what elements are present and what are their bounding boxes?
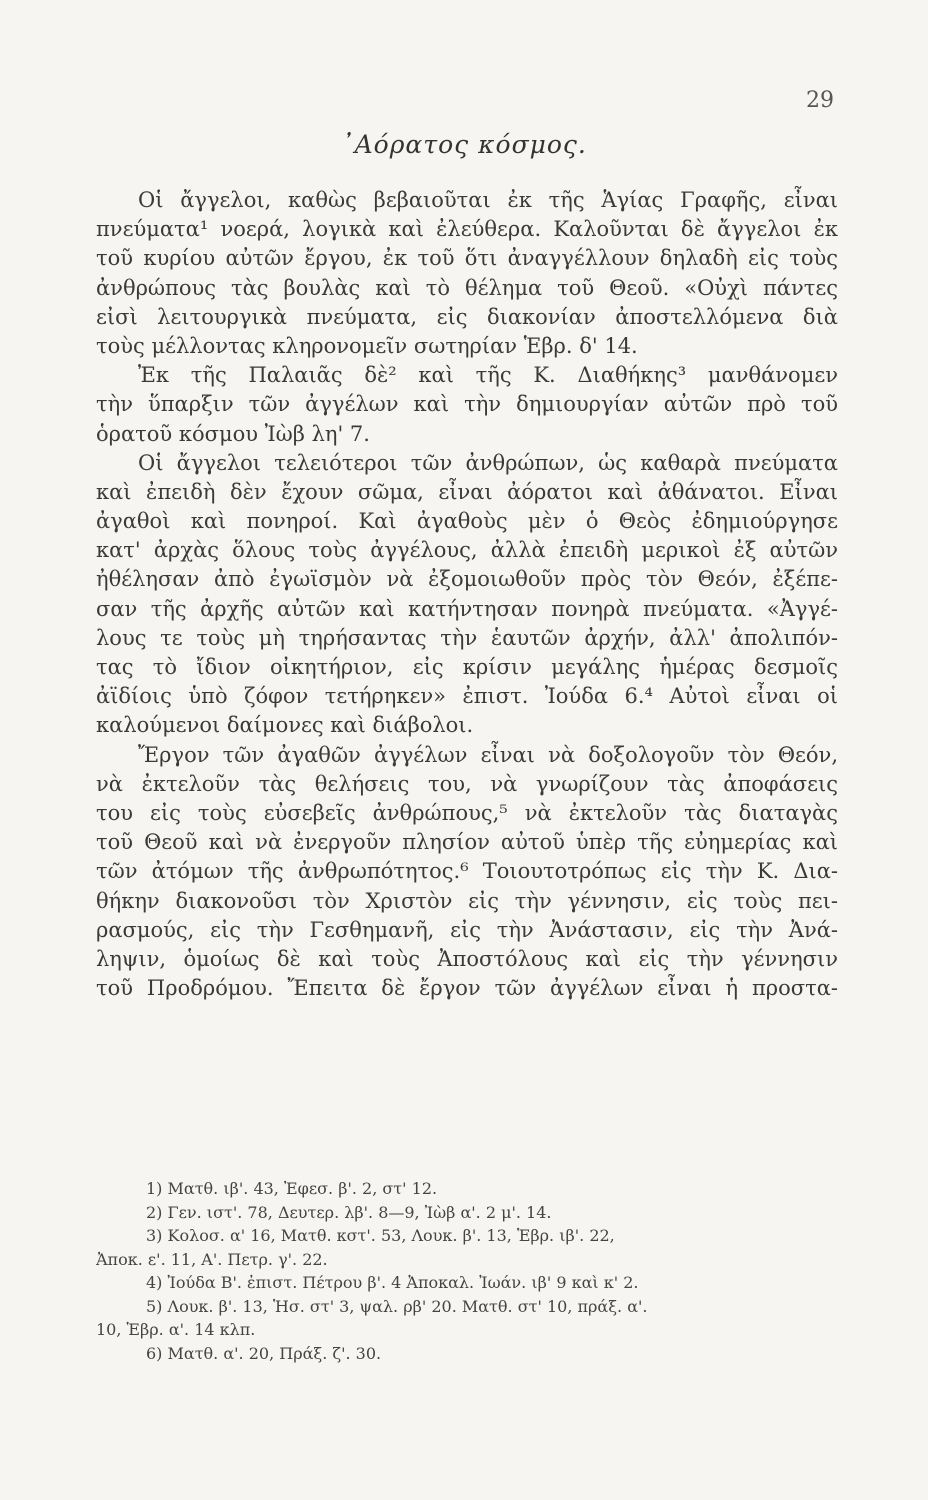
text-line: Ἐκ τῆς Παλαιᾶς δὲ² καὶ τῆς Κ. Διαθήκης³ μανθάνομεν: [138, 363, 838, 388]
footnote-continuation: 10, Ἑβρ. α'. 14 κλπ.: [96, 1320, 256, 1339]
text-line: του εἰς τοὺς εὐσεβεῖς ἀνθρώπους,⁵ νὰ ἐκτελοῦν τὰς διαταγὰς: [96, 800, 838, 825]
text-line: ληψιν, ὁμοίως δὲ καὶ τοὺς Ἀποστόλους καὶ εἰς τὴν γέννησιν: [96, 946, 838, 971]
footnote: 4) Ἰούδα Β'. ἐπιστ. Πέτρου β'. 4 Ἀποκαλ. Ἰωάν. ιβ' 9 καὶ κ' 2.: [146, 1273, 639, 1292]
text-line: πνεύματα¹ νοερά, λογικὰ καὶ ἐλεύθερα. Καλοῦνται δὲ ἄγγελοι ἐκ: [96, 217, 838, 242]
text-line: ρασμούς, εἰς τὴν Γεσθημανῆ, εἰς τὴν Ἀνάστασιν, εἰς τὴν Ἀνά-: [96, 917, 838, 942]
text-line: τοῦ Προδρόμου. Ἔπειτα δὲ ἔργον τῶν ἀγγέλων εἶναι ἡ προστα-: [96, 976, 838, 1001]
footnotes: [96, 1177, 838, 1365]
footnote: 5) Λουκ. β'. 13, Ἡσ. στ' 3, ψαλ. ρβ' 20. Ματθ. στ' 10, πράξ. α'.: [146, 1296, 648, 1316]
footnote: 1) Ματθ. ιβ'. 43, Ἐφεσ. β'. 2, στ' 12.: [146, 1179, 438, 1198]
page-number: 29: [806, 88, 834, 113]
text-line: Οἱ ἄγγελοι τελειότεροι τῶν ἀνθρώπων, ὡς καθαρὰ πνεύματα: [138, 450, 838, 475]
text-line: νὰ ἐκτελοῦν τὰς θελήσεις του, νὰ γνωρίζουν τὰς ἀποφάσεις: [96, 771, 838, 796]
text-line: σαν τῆς ἀρχῆς αὐτῶν καὶ κατήντησαν πονηρὰ πνεύματα. «Ἀγγέ-: [96, 596, 838, 621]
text-line: καλούμενοι δαίμονες καὶ διάβολοι.: [96, 713, 474, 738]
text-line: Ἔργον τῶν ἀγαθῶν ἀγγέλων εἶναι νὰ δοξολογοῦν τὸν Θεόν,: [138, 742, 838, 767]
text-line: τὴν ὕπαρξιν τῶν ἀγγέλων καὶ τὴν δημιουργίαν αὐτῶν πρὸ τοῦ: [96, 392, 838, 417]
text-line: ὁρατοῦ κόσμου Ἰὼβ λη' 7.: [96, 421, 370, 446]
text-line: ἀνθρώπους τὰς βουλὰς καὶ τὸ θέλημα τοῦ Θεοῦ. «Οὐχὶ πάντες: [96, 275, 838, 300]
text-line: τας τὸ ἴδιον οἰκητήριον, εἰς κρίσιν μεγάλης ἡμέρας δεσμοῖς: [96, 655, 838, 679]
text-line: τῶν ἀτόμων τῆς ἀνθρωπότητος.⁶ Τοιουτοτρόπως εἰς τὴν Κ. Δια-: [96, 859, 838, 884]
footnote: 6) Ματθ. α'. 20, Πράξ. ζ'. 30.: [146, 1343, 382, 1363]
text-line: λους τε τοὺς μὴ τηρήσαντας τὴν ἑαυτῶν ἀρχήν, ἀλλ' ἀπολιπόν-: [96, 625, 838, 650]
footnote: 3) Κολοσ. α' 16, Ματθ. κστ'. 53, Λουκ. β'. 13, Ἑβρ. ιβ'. 22,: [146, 1226, 615, 1245]
text-line: κατ' ἀρχὰς ὅλους τοὺς ἀγγέλους, ἀλλὰ ἐπειδὴ μερικοὶ ἐξ αὐτῶν: [96, 538, 838, 563]
text-line: τοὺς μέλλοντας κληρονομεῖν σωτηρίαν Ἑβρ. δ' 14.: [96, 333, 638, 358]
text-line: εἰσὶ λειτουργικὰ πνεύματα, εἰς διακονίαν ἀποστελλόμενα διὰ: [96, 304, 838, 329]
text-line: Οἱ ἄγγελοι, καθὼς βεβαιοῦται ἐκ τῆς Ἁγίας Γραφῆς, εἶναι: [138, 188, 838, 212]
chapter-title: ᾿Αόρατος κόσμος.: [341, 130, 587, 159]
text-line: ἀϊδίοις ὑπὸ ζόφον τετήρηκεν» ἐπιστ. Ἰούδα 6.⁴ Αὐτοὶ εἶναι οἱ: [96, 684, 838, 709]
footnote-continuation: Ἀποκ. ε'. 11, Α'. Πετρ. γ'. 22.: [96, 1249, 328, 1269]
text-line: ἀγαθοὶ καὶ πονηροί. Καὶ ἀγαθοὺς μὲν ὁ Θεὸς ἐδημιούργησε: [96, 509, 838, 534]
text-line: θήκην διακονοῦσι τὸν Χριστὸν εἰς τὴν γέννησιν, εἰς τοὺς πει-: [96, 888, 838, 913]
body-text: [96, 186, 838, 1003]
text-line: ἠθέλησαν ἀπὸ ἐγωϊσμὸν νὰ ἐξομοιωθοῦν πρὸς τὸν Θεόν, ἐξέπε-: [96, 567, 838, 592]
text-line: καὶ ἐπειδὴ δὲν ἔχουν σῶμα, εἶναι ἀόρατοι καὶ ἀθάνατοι. Εἶναι: [96, 479, 838, 504]
text-line: τοῦ κυρίου αὐτῶν ἔργου, ἐκ τοῦ ὅτι ἀναγγέλλουν δηλαδὴ εἰς τοὺς: [96, 246, 838, 271]
text-line: τοῦ Θεοῦ καὶ νὰ ἐνεργοῦν πλησίον αὐτοῦ ὑπὲρ τῆς εὐημερίας καὶ: [96, 830, 838, 855]
footnote: 2) Γεν. ιστ'. 78, Δευτερ. λβ'. 8—9, Ἰὼβ α'. 2 μ'. 14.: [146, 1202, 552, 1222]
